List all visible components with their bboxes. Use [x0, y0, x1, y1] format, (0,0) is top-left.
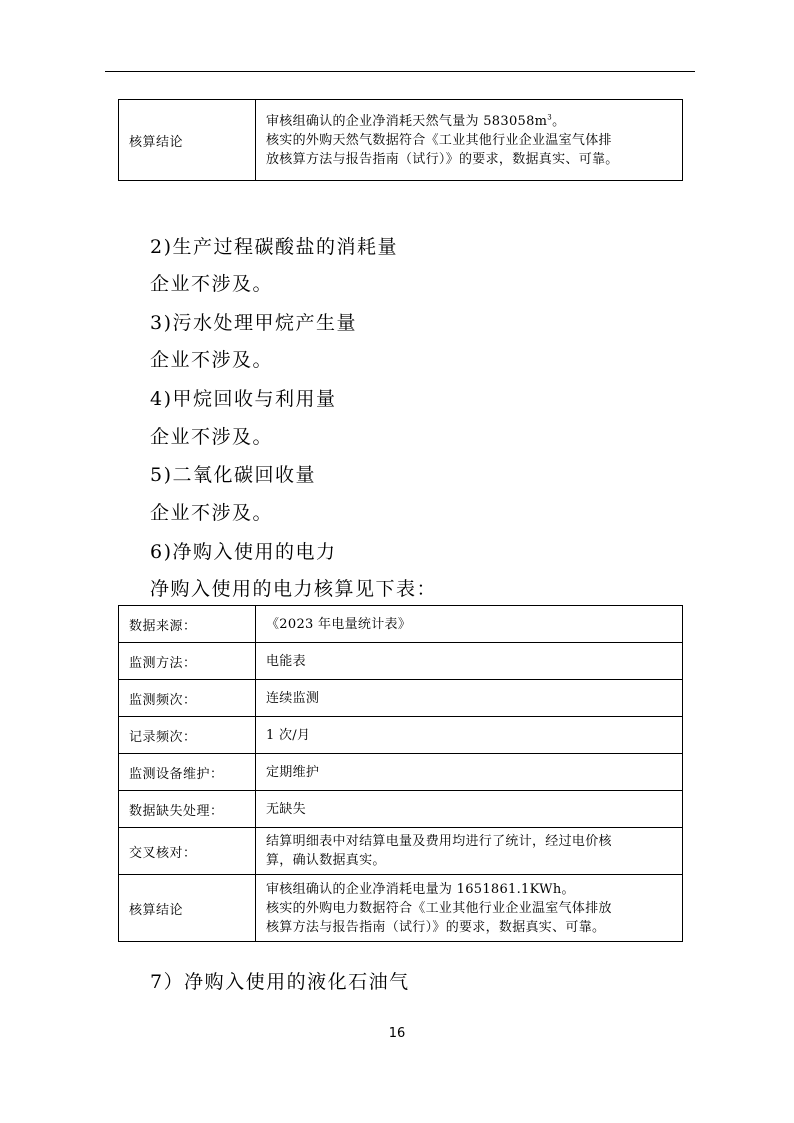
natural-gas-conclusion-table — [118, 99, 683, 181]
section-text: 净购入使用的电力核算见下表： — [150, 578, 438, 600]
row-value: 无缺失 — [256, 791, 683, 828]
table-row — [119, 643, 683, 680]
section-heading-4: 4)甲烷回收与利用量 — [150, 388, 337, 410]
page-number: 16 — [388, 1026, 406, 1041]
table-row — [119, 100, 683, 181]
section-text: 企业不涉及。 — [150, 502, 274, 524]
section-heading-2: 2)生产过程碳酸盐的消耗量 — [150, 236, 399, 258]
row-label: 核算结论 — [119, 100, 256, 181]
row-label: 监测设备维护： — [119, 754, 256, 791]
row-label: 记录频次： — [119, 717, 256, 754]
table-row — [119, 828, 683, 875]
row-label: 数据缺失处理： — [119, 791, 256, 828]
row-value: 连续监测 — [256, 680, 683, 717]
section-text: 企业不涉及。 — [150, 426, 274, 448]
row-label: 监测方法： — [119, 643, 256, 680]
table-row — [119, 754, 683, 791]
row-value: 电能表 — [256, 643, 683, 680]
row-value: 定期维护 — [256, 754, 683, 791]
table-row — [119, 717, 683, 754]
row-value: 结算明细表中对结算电量及费用均进行了统计，经过电价核 算，确认数据真实。 — [256, 828, 683, 875]
row-label: 核算结论 — [119, 875, 256, 942]
section-heading-6: 6)净购入使用的电力 — [150, 541, 337, 563]
section-text: 企业不涉及。 — [150, 349, 274, 371]
row-value: 审核组确认的企业净消耗电量为 1651861.1KWh。 核实的外购电力数据符合《工业其他行业企业温室气体排放 核算方法与报告指南（试行）》的要求，数据真实、可靠。 — [256, 875, 683, 942]
header-rule — [105, 71, 695, 72]
row-value: 《2023 年电量统计表》 — [256, 606, 683, 643]
section-text: 企业不涉及。 — [150, 273, 274, 295]
electricity-accounting-table — [118, 605, 683, 942]
row-value: 1 次/月 — [256, 717, 683, 754]
table-row — [119, 606, 683, 643]
row-label: 监测频次： — [119, 680, 256, 717]
table-row — [119, 791, 683, 828]
table-row — [119, 875, 683, 942]
section-heading-5: 5)二氧化碳回收量 — [150, 464, 317, 486]
table-row — [119, 680, 683, 717]
row-label: 交叉核对： — [119, 828, 256, 875]
row-label: 数据来源： — [119, 606, 256, 643]
row-value: 审核组确认的企业净消耗天然气量为 $583058m^3$。 核实的外购天然气数据符合《工业其他行业企业温室气体排 放核算方法与报告指南（试行）》的要求，数据真实、可靠。 — [256, 100, 683, 181]
section-heading-3: 3)污水处理甲烷产生量 — [150, 312, 358, 334]
section-heading-7: 7）净购入使用的液化石油气 — [150, 971, 410, 993]
